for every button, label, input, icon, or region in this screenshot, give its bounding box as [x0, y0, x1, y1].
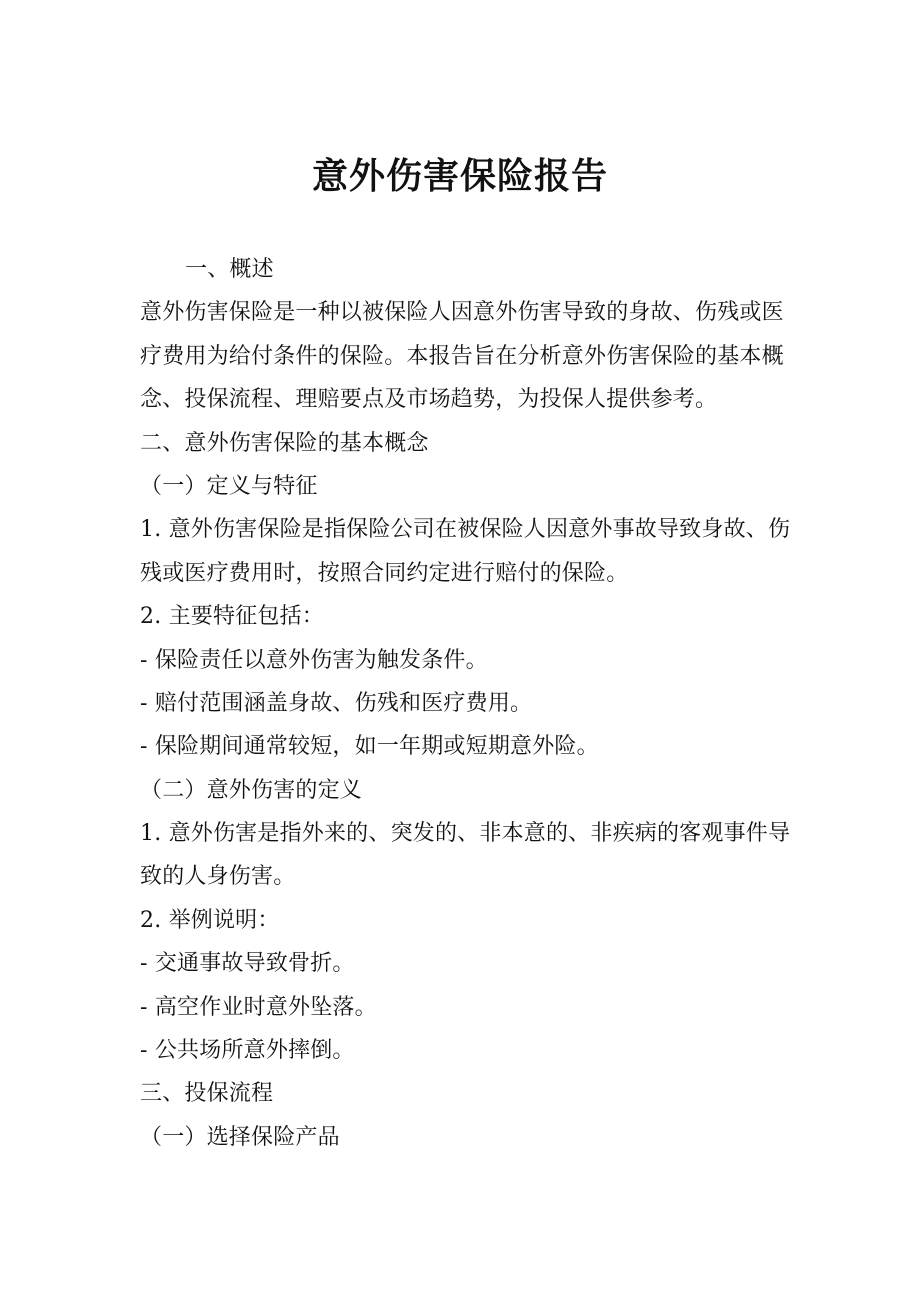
paragraph-line: 致的人身伤害。 — [140, 864, 296, 890]
paragraph-line: - 保险责任以意外伤害为触发条件。 — [140, 647, 488, 673]
paragraph-line: （一）定义与特征 — [140, 473, 318, 499]
paragraph-line: 念、投保流程、理赔要点及市场趋势，为投保人提供参考。 — [140, 387, 718, 413]
paragraph-line: 一、概述 — [185, 257, 274, 282]
paragraph-line: - 高空作业时意外坠落。 — [140, 994, 377, 1020]
paragraph-line: 1. 意外伤害保险是指保险公司在被保险人因意外事故导致身故、伤 — [140, 517, 791, 543]
paragraph-line: 意外伤害保险是一种以被保险人因意外伤害导致的身故、伤残或医 — [140, 300, 784, 326]
paragraph-line: 二、意外伤害保险的基本概念 — [140, 430, 429, 456]
paragraph-line: 2. 主要特征包括： — [140, 604, 324, 630]
paragraph-line: - 公共场所意外摔倒。 — [140, 1038, 355, 1064]
document-body — [140, 248, 800, 1159]
paragraph-line: - 保险期间通常较短，如一年期或短期意外险。 — [140, 734, 599, 760]
paragraph-line: 2. 举例说明： — [140, 907, 280, 933]
paragraph-line: 1. 意外伤害是指外来的、突发的、非本意的、非疾病的客观事件导 — [140, 821, 791, 847]
document-title: 意外伤害保险报告 — [311, 156, 608, 197]
paragraph-line: （一）选择保险产品 — [140, 1124, 340, 1150]
paragraph-line: 疗费用为给付条件的保险。本报告旨在分析意外伤害保险的基本概 — [140, 343, 784, 369]
paragraph-line: - 交通事故导致骨折。 — [140, 951, 355, 977]
paragraph-line: （二）意外伤害的定义 — [140, 777, 363, 803]
paragraph-line: 残或医疗费用时，按照合同约定进行赔付的保险。 — [140, 560, 629, 586]
paragraph-line: 三、投保流程 — [140, 1081, 274, 1107]
paragraph-line: - 赔付范围涵盖身故、伤残和医疗费用。 — [140, 690, 533, 716]
